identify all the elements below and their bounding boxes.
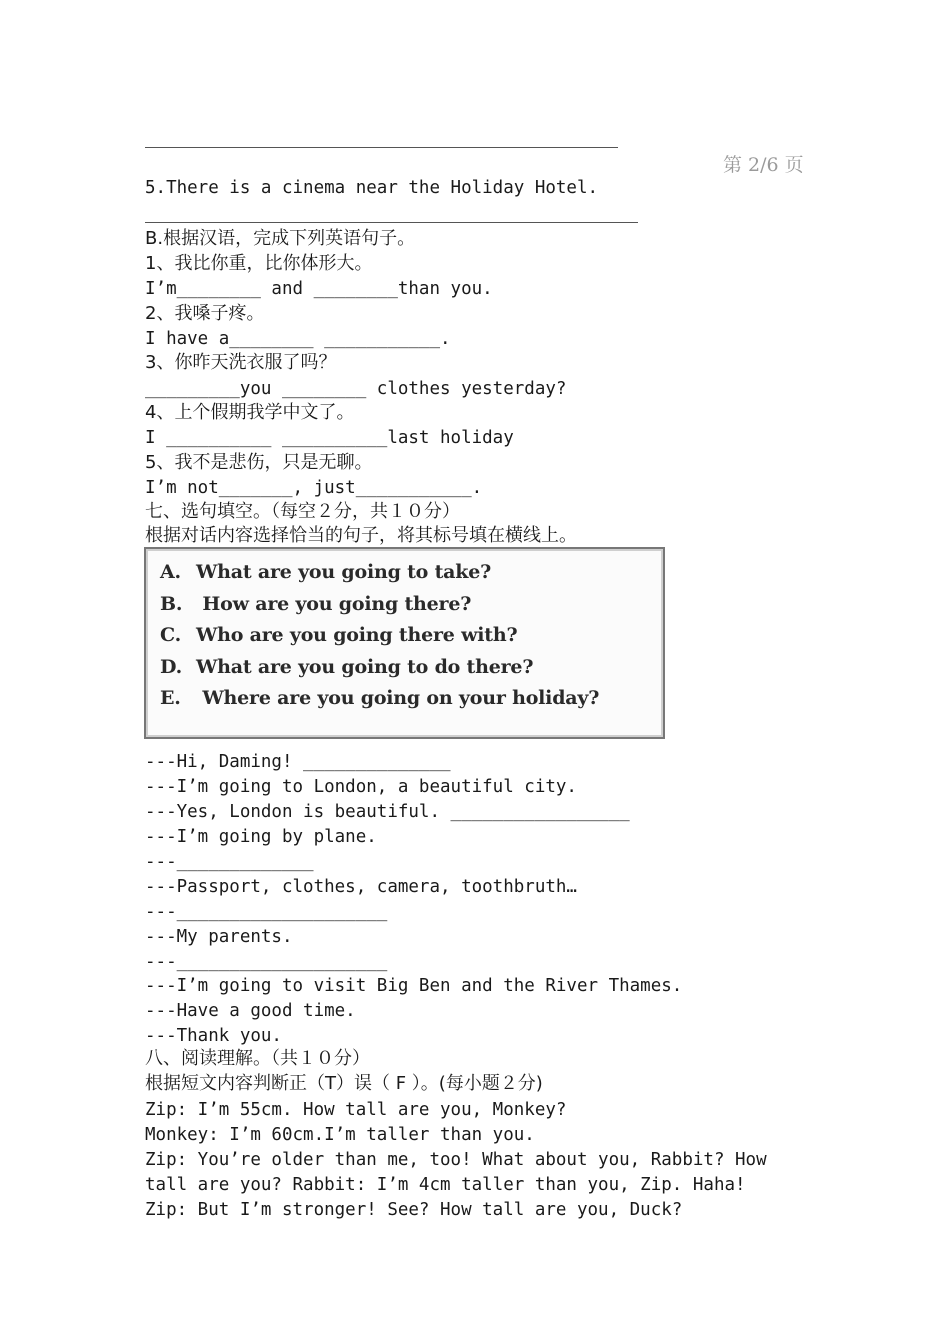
- options-box: [144, 547, 665, 739]
- exercise-line: I have a________ ___________.: [145, 329, 451, 349]
- dialogue-line: ---I’m going to visit Big Ben and the River Thames.: [145, 976, 683, 996]
- dialogue-line: ---Thank you.: [145, 1026, 282, 1046]
- exercise-line: I __________ __________last holiday: [145, 428, 514, 448]
- exercise-line: 2、我嗓子疼。: [145, 303, 265, 324]
- reading-line: Monkey: I’m 60cm.I’m taller than you.: [145, 1125, 535, 1145]
- answer-line: [145, 222, 638, 223]
- exercise-line: 3、你昨天洗衣服了吗？: [145, 352, 337, 373]
- reading-line: tall are you? Rabbit: I’m 4cm taller than you, Zip. Haha!: [145, 1175, 746, 1195]
- dialogue-line: ---Hi, Daming! ______________: [145, 752, 451, 772]
- dialogue-line: ---____________________: [145, 952, 388, 972]
- reading-line: Zip: You’re older than me, too! What about you, Rabbit? How: [145, 1150, 767, 1170]
- section-heading: B.根据汉语，完成下列英语句子。: [145, 228, 416, 249]
- dialogue-line: ---I’m going by plane.: [145, 827, 377, 847]
- exercise-line: I’m not_______, just___________.: [145, 478, 483, 498]
- dialogue-line: ---My parents.: [145, 927, 293, 947]
- reading-line: Zip: But I’m stronger! See? How tall are you, Duck?: [145, 1200, 683, 1220]
- exercise-line: 4、上个假期我学中文了。: [145, 402, 355, 423]
- dialogue-line: ---_____________: [145, 852, 314, 872]
- section-heading: 八、阅读理解。（共１０分）: [145, 1048, 370, 1069]
- dialogue-line: ---____________________: [145, 902, 388, 922]
- option-a: A. What are you going to take?: [160, 561, 492, 583]
- exercise-line: 1、我比你重，比你体形大。: [145, 253, 373, 274]
- option-e: E. Where are you going on your holiday?: [160, 687, 600, 709]
- dialogue-line: ---Have a good time.: [145, 1001, 356, 1021]
- answer-line-top: [145, 147, 618, 148]
- dialogue-line: ---Passport, clothes, camera, toothbruth…: [145, 877, 577, 897]
- dialogue-line: ---I’m going to London, a beautiful city.: [145, 777, 577, 797]
- instruction: 根据短文内容判断正（T）误（ F ）。(每小题２分): [145, 1073, 543, 1094]
- section-heading: 七、选句填空。（每空２分，共１０分）: [145, 501, 460, 522]
- exercise-line: 5.There is a cinema near the Holiday Hotel.: [145, 178, 599, 198]
- exercise-line: 5、我不是悲伤，只是无聊。: [145, 452, 373, 473]
- option-d: D. What are you going to do there?: [160, 656, 534, 678]
- option-b: B. How are you going there?: [160, 593, 472, 615]
- instruction: 根据对话内容选择恰当的句子，将其标号填在横线上。: [145, 525, 577, 546]
- reading-line: Zip: I’m 55cm. How tall are you, Monkey?: [145, 1100, 567, 1120]
- exercise-line: _________you ________ clothes yesterday?: [145, 379, 567, 399]
- dialogue-line: ---Yes, London is beautiful. _________________: [145, 802, 630, 822]
- exercise-line: I’m________ and ________than you.: [145, 279, 493, 299]
- option-c: C. Who are you going there with?: [160, 624, 518, 646]
- page-number: 第 2/6 页: [723, 154, 804, 176]
